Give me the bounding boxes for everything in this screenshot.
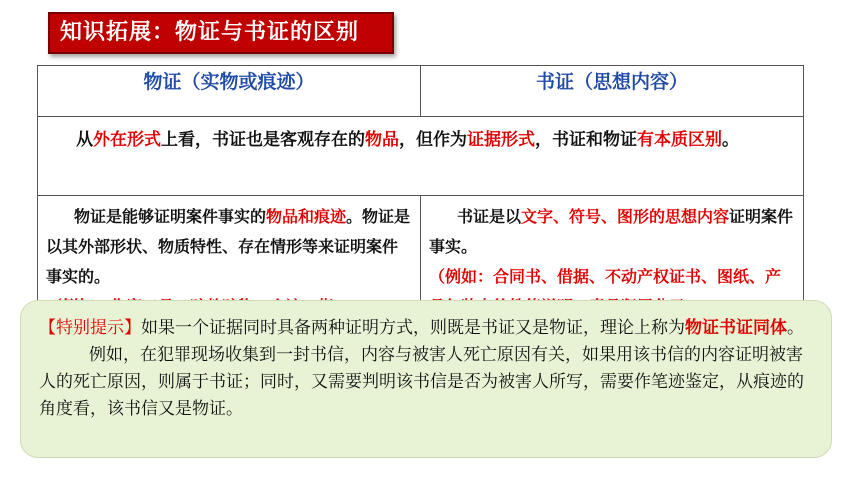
intro-text: ，但作为 — [399, 130, 467, 150]
documentary-example: （例如：合同书、借据、不动产权证书、图纸、产 — [429, 267, 782, 286]
intro-highlight: 外在形式 — [93, 130, 161, 150]
physical-highlight: 物品和痕迹 — [266, 207, 347, 226]
note-paragraph-1 — [39, 315, 813, 342]
header-physical-evidence: 物证（实物或痕迹） — [38, 66, 421, 117]
note-term: 物证书证同体 — [685, 318, 787, 338]
physical-definition: 物证是能够证明案件事实的 — [74, 207, 267, 226]
intro-text: 。 — [722, 130, 739, 150]
note-example-text: 例如，在犯罪现场收集到一封书信，内容与被害人死亡原因有关，如果用该书信的内容证明被害人的死亡原因，则属于书证；同时，又需要判明该书信是否为被害人所写，需要作笔迹鉴定，从痕迹的角度看，该书信又是物证。 — [39, 345, 804, 419]
documentary-definition: 书证是以 — [457, 207, 522, 226]
note-text-end: 。 — [787, 318, 804, 338]
documentary-highlight: 文字、符号、图形的思想内容 — [521, 207, 730, 226]
special-note-box — [20, 300, 832, 458]
intro-cell — [38, 117, 804, 196]
intro-highlight: 物品 — [365, 130, 399, 150]
page-title: 知识拓展：物证与书证的区别 — [48, 12, 394, 54]
note-label: 【特别提示】 — [39, 318, 141, 338]
intro-text: ，书证和物证 — [535, 130, 637, 150]
table-intro-row — [38, 117, 804, 196]
intro-text: 上看，书证也是客观存在的 — [161, 130, 365, 150]
intro-highlight: 有本质区别 — [637, 130, 722, 150]
intro-text: 从 — [76, 130, 93, 150]
header-documentary-evidence: 书证（思想内容） — [421, 66, 804, 117]
documentary-definition-cont: 证明案件事实。 — [429, 207, 794, 256]
physical-definition-cont: 。物证是以其外部形状、物质特性、存在情形等来证明案件事实的。 — [46, 207, 411, 286]
table-header-row — [38, 66, 804, 117]
note-paragraph-2 — [39, 342, 813, 423]
note-text: 如果一个证据同时具备两种证明方式，则既是书证又是物证，理论上称为 — [141, 318, 685, 338]
intro-highlight: 证据形式 — [467, 130, 535, 150]
